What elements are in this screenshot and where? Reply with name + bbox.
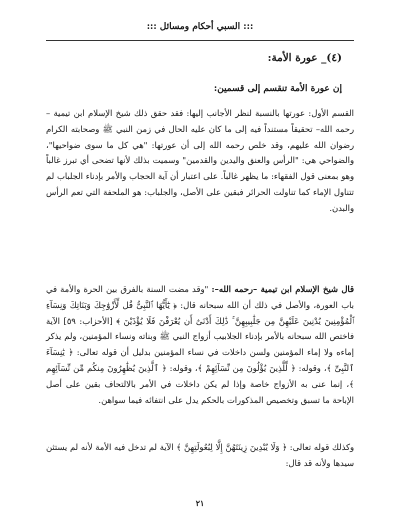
paragraph-continuation: وكذلك قوله تعالى: ﴿ وَلَا يُبْدِينَ زِينَتَهُنَّ إِلَّا لِبُعُولَتِهِنَّ ﴾ الآية لم تدخل فيه الأمة لأنه لم يستثن سيدها ولأنه قد قال: bbox=[46, 442, 354, 468]
quote-body: "وقد مضت السنة بالفرق بين الحرة والأمة في باب العورة، والأصل في ذلك أن الله سبحانه قال: ﴿ يَٰٓأَيُّهَا ٱلنَّبِىُّ قُل لِّأَزْوَٰجِكَ وَبَنَاتِكَ وَنِسَآءِ ٱلْمُؤْمِنِينَ يُدْنِينَ عَلَيْهِنَّ مِن جَلَٰبِيبِهِنَّ ۚ ذَٰلِكَ أَدْنَىٰٓ أَن يُعْرَفْنَ فَلَا يُؤْذَيْنَ ﴾ [الأحزاب: ٥٩] الآية فاختص الله سبحانه بالأمر بإدناء الجلابيب أزواج النبي ﷺ وبناته ونساء المؤمنين، ولم يذكر إماءه ولا إماء المؤمنين ولسن داخلات في نساء المؤمنين بدليل أن قوله تعالى: ﴿ يَٰنِسَآءَ ٱلنَّبِىِّ ﴾، وقوله: ﴿ لِّلَّذِينَ يُؤْلُونَ مِن نِّسَآئِهِمْ ﴾، وقوله: ﴿ ٱلَّذِينَ يُظَٰهِرُونَ مِنكُم مِّن نِّسَآئِهِم ﴾، إنما عنى به الأزواج خاصة وإذا لم يكن داخلات في الأمر بالالتحاف بقين على أصل الإباحة ما تسبق وتخصيص المذكورات بالحكم يدل على انتفائه فيما سواهن. bbox=[46, 284, 354, 405]
header-divider bbox=[46, 40, 354, 41]
page-number: ٢١ bbox=[195, 498, 205, 508]
paragraph-first-category: القسم الأول: عورتها بالنسبة لنظر الأجانب إليها: فقد حقق ذلك شيخ الإسلام ابن تيمية –رحمه الله– تحقيقاً مستنداً فيه إلى ما كان عليه الحال في زمن النبي ﷺ وصحابته الكرام رضوان الله عليهم، وقد خلص رحمه الله إلى أن عورتها: "هي كل ما سوى ضواحيها"، والضواحي هي: "الرأس والعنق واليدين والقدمين" وسميت بذلك لأنها تضحى أي تبرز غالباً وهو بمعنى قول الفقهاء: ما يظهر غالباً. على اعتبار أن آية الحجاب والأمر بإدناء الجلباب لم تتناول الإماء كما تناولت الحرائر فبقين على الأصل، والجلباب: هو الملحفة التي تعم الرأس والبدن. bbox=[46, 108, 354, 213]
running-header: ::: السبي أحكام ومسائل ::: bbox=[146, 22, 254, 32]
quote-lead: قال شيخ الإسلام ابن تيمية –رحمه الله–: bbox=[211, 284, 354, 294]
section-title: (٤)_ عورة الأمة: bbox=[267, 52, 342, 64]
paragraph-ibn-taymiyyah-quote bbox=[46, 282, 354, 408]
section-intro: إن عورة الأمة تنقسم إلى قسمين: bbox=[213, 84, 342, 94]
